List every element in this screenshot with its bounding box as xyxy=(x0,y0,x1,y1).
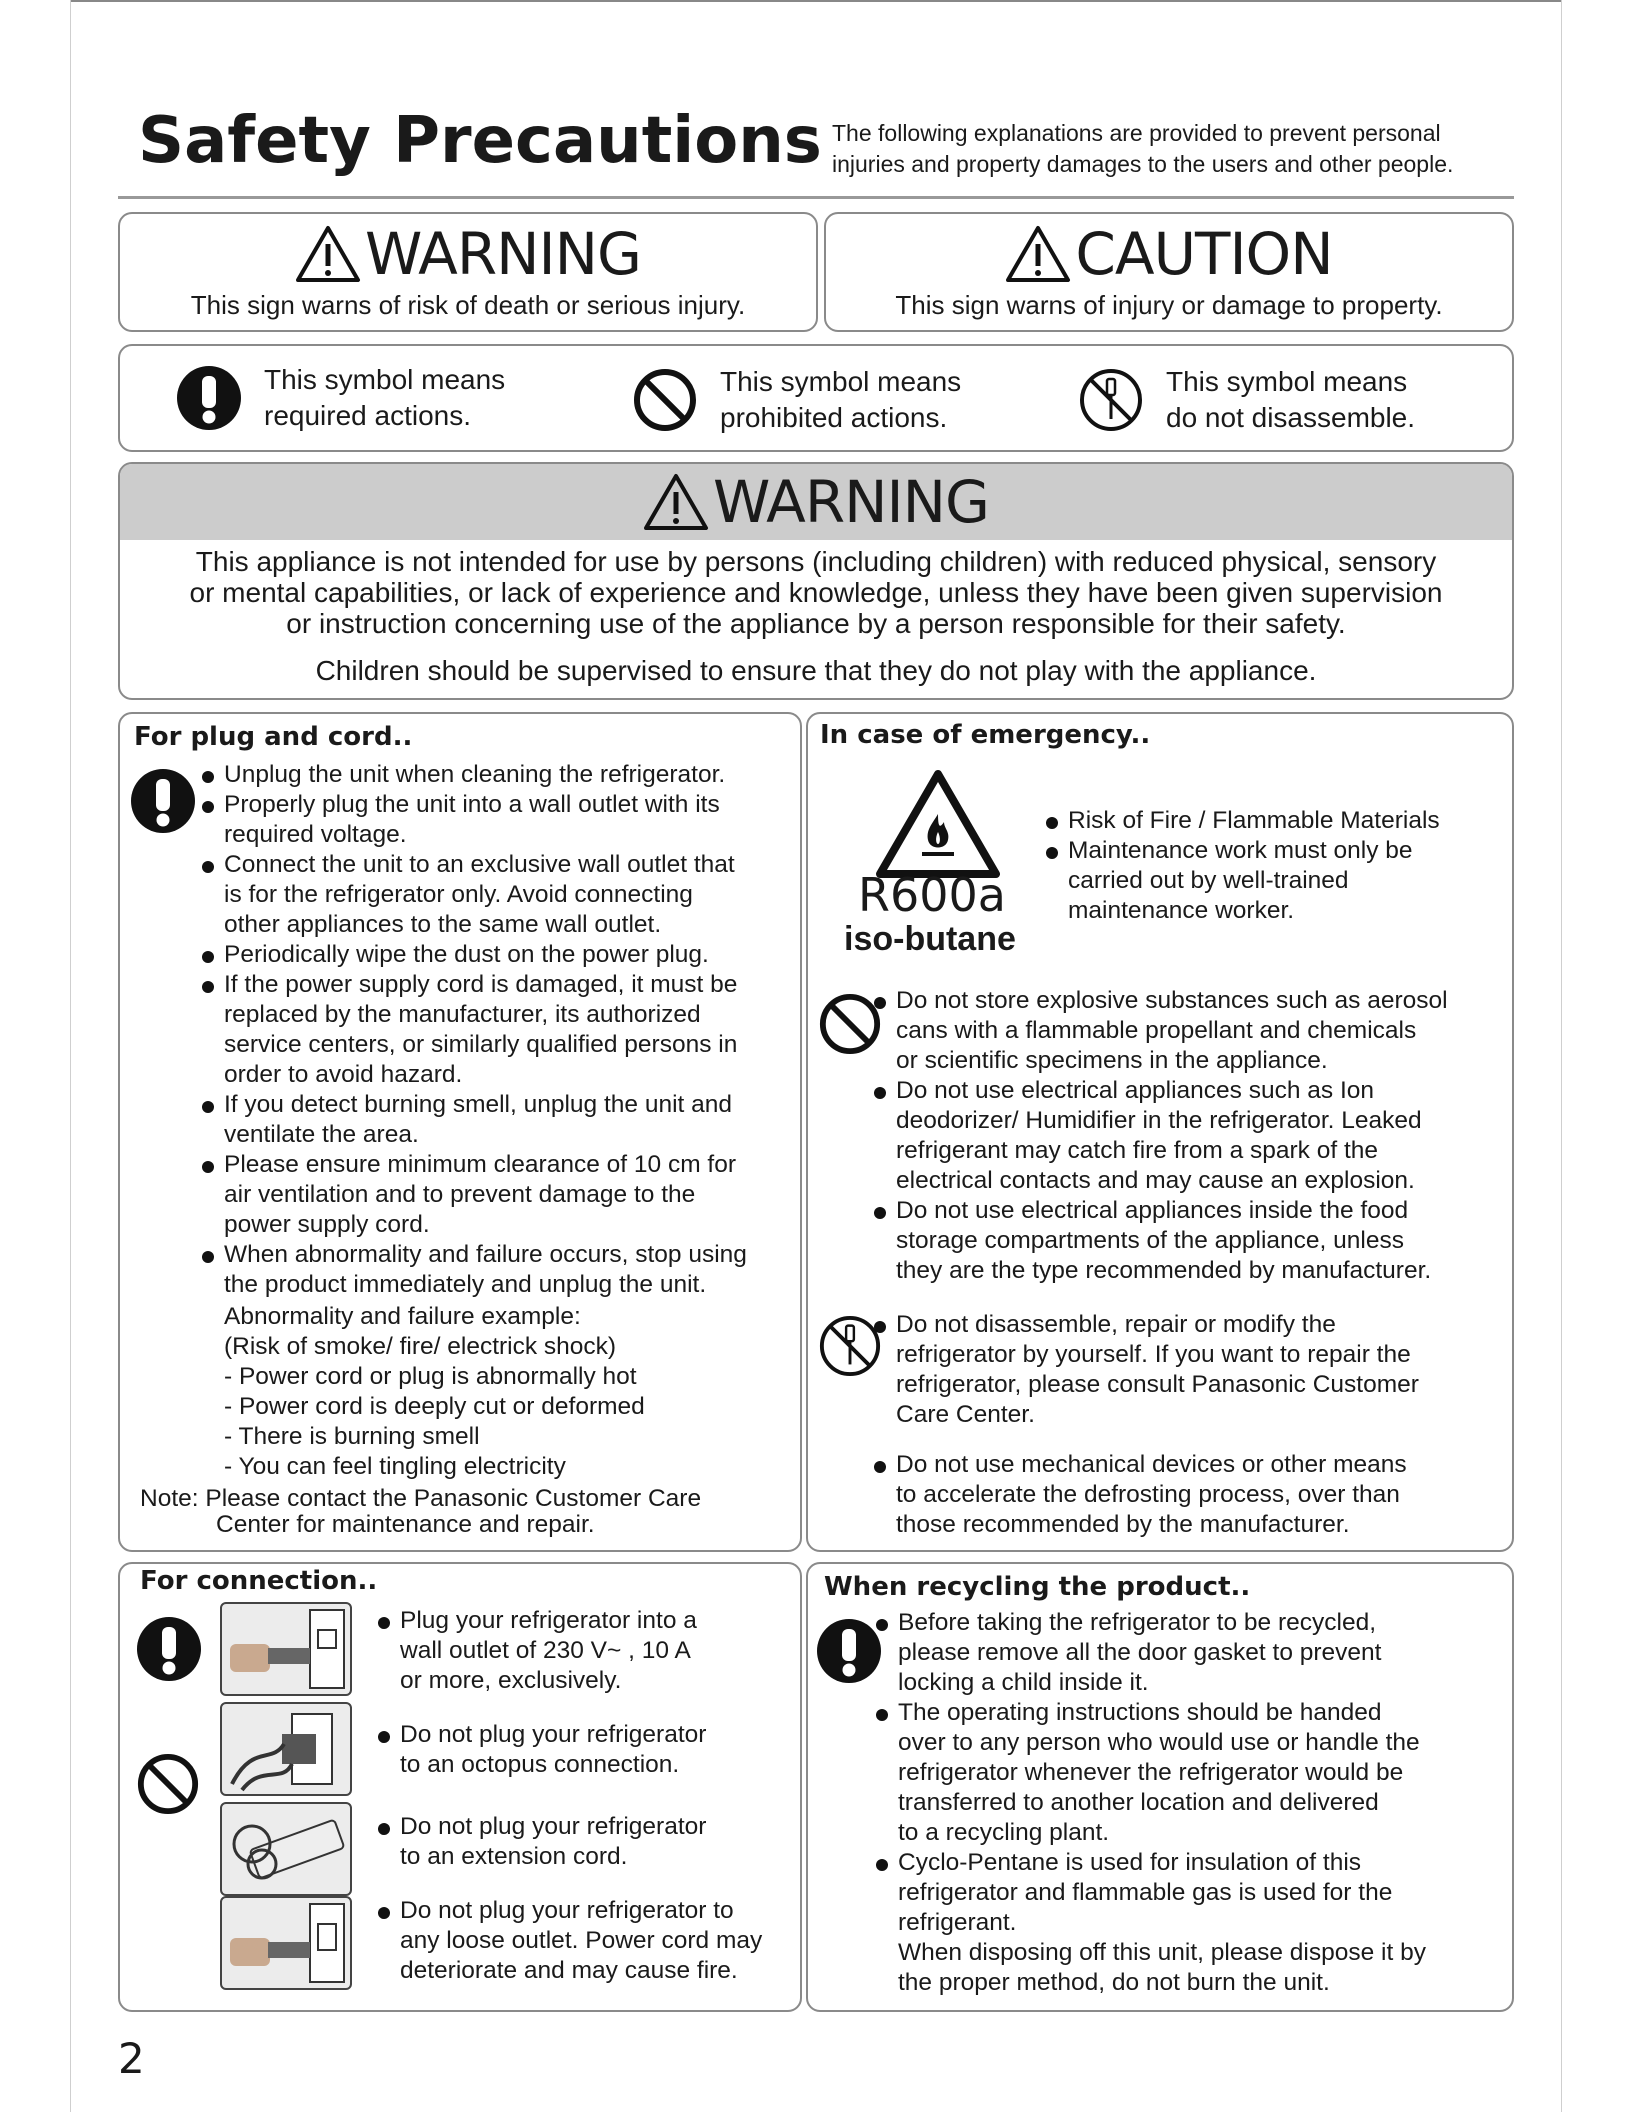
list-item-line: Cyclo-Pentane is used for insulation of this xyxy=(898,1849,1362,1876)
legend-required xyxy=(176,362,505,434)
list-item-line: service centers, or similarly qualified persons in xyxy=(224,1031,738,1058)
list-item-line: storage compartments of the appliance, unless xyxy=(896,1227,1404,1254)
legend-line: This symbol means xyxy=(264,364,506,395)
example-line: (Risk of smoke/ fire/ electrick shock) xyxy=(224,1333,617,1360)
exclamation-circle-icon xyxy=(136,1616,202,1682)
exclamation-circle-icon xyxy=(176,365,242,431)
no-disassemble-icon xyxy=(1078,367,1144,433)
fire-risk-list xyxy=(1044,806,1484,926)
wall-outlet-plug-illustration xyxy=(220,1602,352,1696)
list-item-line: Do not use electrical appliances inside the food xyxy=(896,1197,1409,1224)
list-item-line: or scientific specimens in the appliance. xyxy=(896,1047,1328,1074)
list-item xyxy=(1044,806,1484,836)
warning-sign-box xyxy=(118,212,818,332)
list-item xyxy=(376,1812,796,1872)
flammable-warning-icon xyxy=(874,768,1002,880)
list-item-line: is for the refrigerator only. Avoid connecting xyxy=(224,881,693,908)
list-item-line: the proper method, do not burn the unit. xyxy=(898,1969,1330,1996)
list-item-line: refrigerator, please consult Panasonic Customer xyxy=(896,1371,1419,1398)
list-item xyxy=(200,1090,800,1150)
symbol-legend-box xyxy=(118,344,1514,452)
legend-text xyxy=(1166,364,1415,436)
list-item-line: carried out by well-trained xyxy=(1068,867,1349,894)
list-item-line: Periodically wipe the dust on the power plug. xyxy=(224,941,709,968)
paragraph-line: or mental capabilities, or lack of experience and knowledge, unless they have been given supervision xyxy=(189,577,1443,608)
legend-no-disassemble xyxy=(1078,364,1415,436)
list-item-line: Do not store explosive substances such as aerosol xyxy=(896,987,1448,1014)
main-warning-box xyxy=(118,462,1514,700)
list-item-line: Plug your refrigerator into a xyxy=(400,1607,697,1634)
legend-line: This symbol means xyxy=(720,366,962,397)
connection-item xyxy=(376,1812,796,1872)
list-item-line: deodorizer/ Humidifier in the refrigerator. Leaked xyxy=(896,1107,1422,1134)
example-line: Abnormality and failure example: xyxy=(224,1303,581,1330)
list-item xyxy=(874,1848,1510,1998)
legend-line: required actions. xyxy=(264,400,472,431)
page-left-edge xyxy=(70,0,71,2112)
list-item-line: transferred to another location and delivered xyxy=(898,1789,1379,1816)
list-item-line: refrigerator and flammable gas is used for the xyxy=(898,1879,1393,1906)
caution-description: This sign warns of injury or damage to property. xyxy=(895,290,1443,320)
recycling-section xyxy=(806,1562,1514,2012)
list-item-line: If the power supply cord is damaged, it must be xyxy=(224,971,738,998)
emergency-title: In case of emergency.. xyxy=(820,720,1151,750)
list-item-line: Do not plug your refrigerator xyxy=(400,1813,707,1840)
list-item-line: power supply cord. xyxy=(224,1211,430,1238)
list-item-line: air ventilation and to prevent damage to the xyxy=(224,1181,696,1208)
main-warning-paragraph xyxy=(120,546,1512,639)
caution-sign-heading xyxy=(826,220,1512,288)
list-item-line: cans with a flammable propellant and chemicals xyxy=(896,1017,1417,1044)
plug-note xyxy=(140,1486,701,1538)
page-right-edge xyxy=(1561,0,1562,2112)
caution-label: CAUTION xyxy=(1075,220,1333,288)
list-item xyxy=(874,1698,1510,1848)
page-title: Safety Precautions xyxy=(138,104,822,178)
recycling-list xyxy=(874,1608,1510,1998)
legend-line: This symbol means xyxy=(1166,366,1408,397)
main-warning-heading xyxy=(643,468,989,536)
list-item xyxy=(872,1310,1512,1430)
list-item-line: refrigerator whenever the refrigerator would be xyxy=(898,1759,1404,1786)
list-item xyxy=(874,1608,1510,1698)
connection-item xyxy=(376,1896,796,1986)
emergency-section xyxy=(806,712,1514,1552)
list-item-line: any loose outlet. Power cord may xyxy=(400,1927,763,1954)
intro-line: injuries and property damages to the users and other people. xyxy=(832,151,1454,177)
list-item xyxy=(200,1240,800,1300)
paragraph-line: This appliance is not intended for use by persons (including children) with reduced physical, sensory xyxy=(195,546,1437,577)
extension-cord-illustration xyxy=(220,1802,352,1896)
list-item-line: wall outlet of 230 V~ , 10 A xyxy=(400,1637,691,1664)
defrost-list xyxy=(872,1450,1512,1540)
list-item xyxy=(1044,836,1484,926)
list-item-line: to an extension cord. xyxy=(400,1843,628,1870)
list-item-line: to accelerate the defrosting process, over than xyxy=(896,1481,1400,1508)
warning-label: WARNING xyxy=(365,220,641,288)
list-item-line: please remove all the door gasket to prevent xyxy=(898,1639,1382,1666)
list-item-line: deteriorate and may cause fire. xyxy=(400,1957,738,1984)
list-item-line: Unplug the unit when cleaning the refrigerator. xyxy=(224,761,726,788)
list-item-line: If you detect burning smell, unplug the unit and xyxy=(224,1091,733,1118)
example-line: - Power cord or plug is abnormally hot xyxy=(224,1363,637,1390)
list-item-line: Do not disassemble, repair or modify the xyxy=(896,1311,1336,1338)
list-item xyxy=(200,760,800,790)
list-item-line: locking a child inside it. xyxy=(898,1669,1149,1696)
connection-item xyxy=(376,1720,796,1780)
list-item-line: other appliances to the same wall outlet. xyxy=(224,911,662,938)
list-item-line: Please ensure minimum clearance of 10 cm for xyxy=(224,1151,736,1178)
list-item-line: required voltage. xyxy=(224,821,407,848)
prohibited-icon xyxy=(136,1752,200,1816)
note-line: Center for maintenance and repair. xyxy=(216,1511,595,1538)
list-item-line: Risk of Fire / Flammable Materials xyxy=(1068,807,1440,834)
exclamation-circle-icon xyxy=(816,1618,882,1684)
recycling-title: When recycling the product.. xyxy=(824,1572,1251,1602)
main-warning-band xyxy=(120,464,1512,540)
list-item xyxy=(872,1076,1512,1196)
caution-sign-box xyxy=(824,212,1514,332)
list-item-line: Do not plug your refrigerator xyxy=(400,1721,707,1748)
example-line: - Power cord is deeply cut or deformed xyxy=(224,1393,645,1420)
list-item-line: Before taking the refrigerator to be recycled, xyxy=(898,1609,1377,1636)
list-item-line: to a recycling plant. xyxy=(898,1819,1110,1846)
list-item-line: they are the type recommended by manufacturer. xyxy=(896,1257,1432,1284)
list-item-line: When abnormality and failure occurs, stop using xyxy=(224,1241,747,1268)
list-item-line: Maintenance work must only be xyxy=(1068,837,1413,864)
list-item-line: Care Center. xyxy=(896,1401,1035,1428)
list-item-line: Properly plug the unit into a wall outlet with its xyxy=(224,791,720,818)
list-item-line: or more, exclusively. xyxy=(400,1667,622,1694)
example-line: - There is burning smell xyxy=(224,1423,480,1450)
intro-text xyxy=(832,118,1532,180)
prohibited-list xyxy=(872,986,1512,1286)
plug-cord-list xyxy=(200,760,800,1300)
octopus-connection-illustration xyxy=(220,1702,352,1796)
caution-triangle-icon xyxy=(1005,224,1071,284)
plug-cord-title: For plug and cord.. xyxy=(134,722,413,752)
paragraph-line: or instruction concerning use of the appliance by a person responsible for their safety. xyxy=(286,608,1346,639)
loose-outlet-illustration xyxy=(220,1896,352,1990)
warning-sign-heading xyxy=(120,220,816,288)
list-item xyxy=(376,1896,796,1986)
intro-line: The following explanations are provided to prevent personal xyxy=(832,120,1441,146)
legend-prohibited xyxy=(632,364,961,436)
connection-title: For connection.. xyxy=(140,1566,378,1596)
list-item xyxy=(376,1720,796,1780)
connection-section xyxy=(118,1562,802,2012)
disassemble-list xyxy=(872,1310,1512,1430)
legend-text xyxy=(264,362,505,434)
main-warning-label: WARNING xyxy=(713,468,989,536)
example-line: - You can feel tingling electricity xyxy=(224,1453,566,1480)
list-item xyxy=(376,1606,796,1696)
list-item-line: Do not plug your refrigerator to xyxy=(400,1897,734,1924)
abnormality-examples xyxy=(224,1302,784,1482)
list-item-line: Connect the unit to an exclusive wall outlet that xyxy=(224,851,735,878)
page-number: 2 xyxy=(118,2034,145,2083)
list-item-line: Do not use electrical appliances such as Ion xyxy=(896,1077,1375,1104)
list-item-line: refrigerant. xyxy=(898,1909,1017,1936)
warning-description: This sign warns of risk of death or serious injury. xyxy=(190,290,746,320)
list-item xyxy=(872,986,1512,1076)
list-item-line: ventilate the area. xyxy=(224,1121,419,1148)
exclamation-circle-icon xyxy=(130,768,196,834)
gas-code: R600a xyxy=(858,868,1006,922)
list-item-line: refrigerator by yourself. If you want to repair the xyxy=(896,1341,1411,1368)
list-item-line: refrigerant may catch fire from a spark of the xyxy=(896,1137,1379,1164)
list-item xyxy=(872,1196,1512,1286)
page-top-border xyxy=(70,0,1562,2)
list-item-line: to an octopus connection. xyxy=(400,1751,680,1778)
prohibited-icon xyxy=(632,367,698,433)
list-item-line: Do not use mechanical devices or other means xyxy=(896,1451,1407,1478)
children-supervision-text: Children should be supervised to ensure that they do not play with the appliance. xyxy=(315,655,1317,686)
list-item xyxy=(872,1450,1512,1540)
plug-cord-section xyxy=(118,712,802,1552)
list-item xyxy=(200,940,800,970)
list-item-line: maintenance worker. xyxy=(1068,897,1295,924)
list-item xyxy=(200,1150,800,1240)
legend-text xyxy=(720,364,961,436)
list-item-line: electrical contacts and may cause an explosion. xyxy=(896,1167,1415,1194)
legend-line: do not disassemble. xyxy=(1166,402,1416,433)
list-item-line: those recommended by the manufacturer. xyxy=(896,1511,1350,1538)
warning-triangle-icon xyxy=(643,472,709,532)
legend-line: prohibited actions. xyxy=(720,402,948,433)
warning-triangle-icon xyxy=(295,224,361,284)
connection-item xyxy=(376,1606,796,1696)
list-item-line: The operating instructions should be handed xyxy=(898,1699,1382,1726)
header-divider xyxy=(118,196,1514,199)
list-item xyxy=(200,970,800,1090)
list-item-line: the product immediately and unplug the unit. xyxy=(224,1271,707,1298)
list-item xyxy=(200,850,800,940)
list-item-line: When disposing off this unit, please dispose it by xyxy=(898,1939,1426,1966)
list-item-line: replaced by the manufacturer, its authorized xyxy=(224,1001,701,1028)
list-item xyxy=(200,790,800,850)
note-line: Note: Please contact the Panasonic Customer Care xyxy=(140,1485,702,1512)
list-item-line: over to any person who would use or handle the xyxy=(898,1729,1420,1756)
list-item-line: order to avoid hazard. xyxy=(224,1061,463,1088)
gas-name: iso-butane xyxy=(844,920,1016,958)
